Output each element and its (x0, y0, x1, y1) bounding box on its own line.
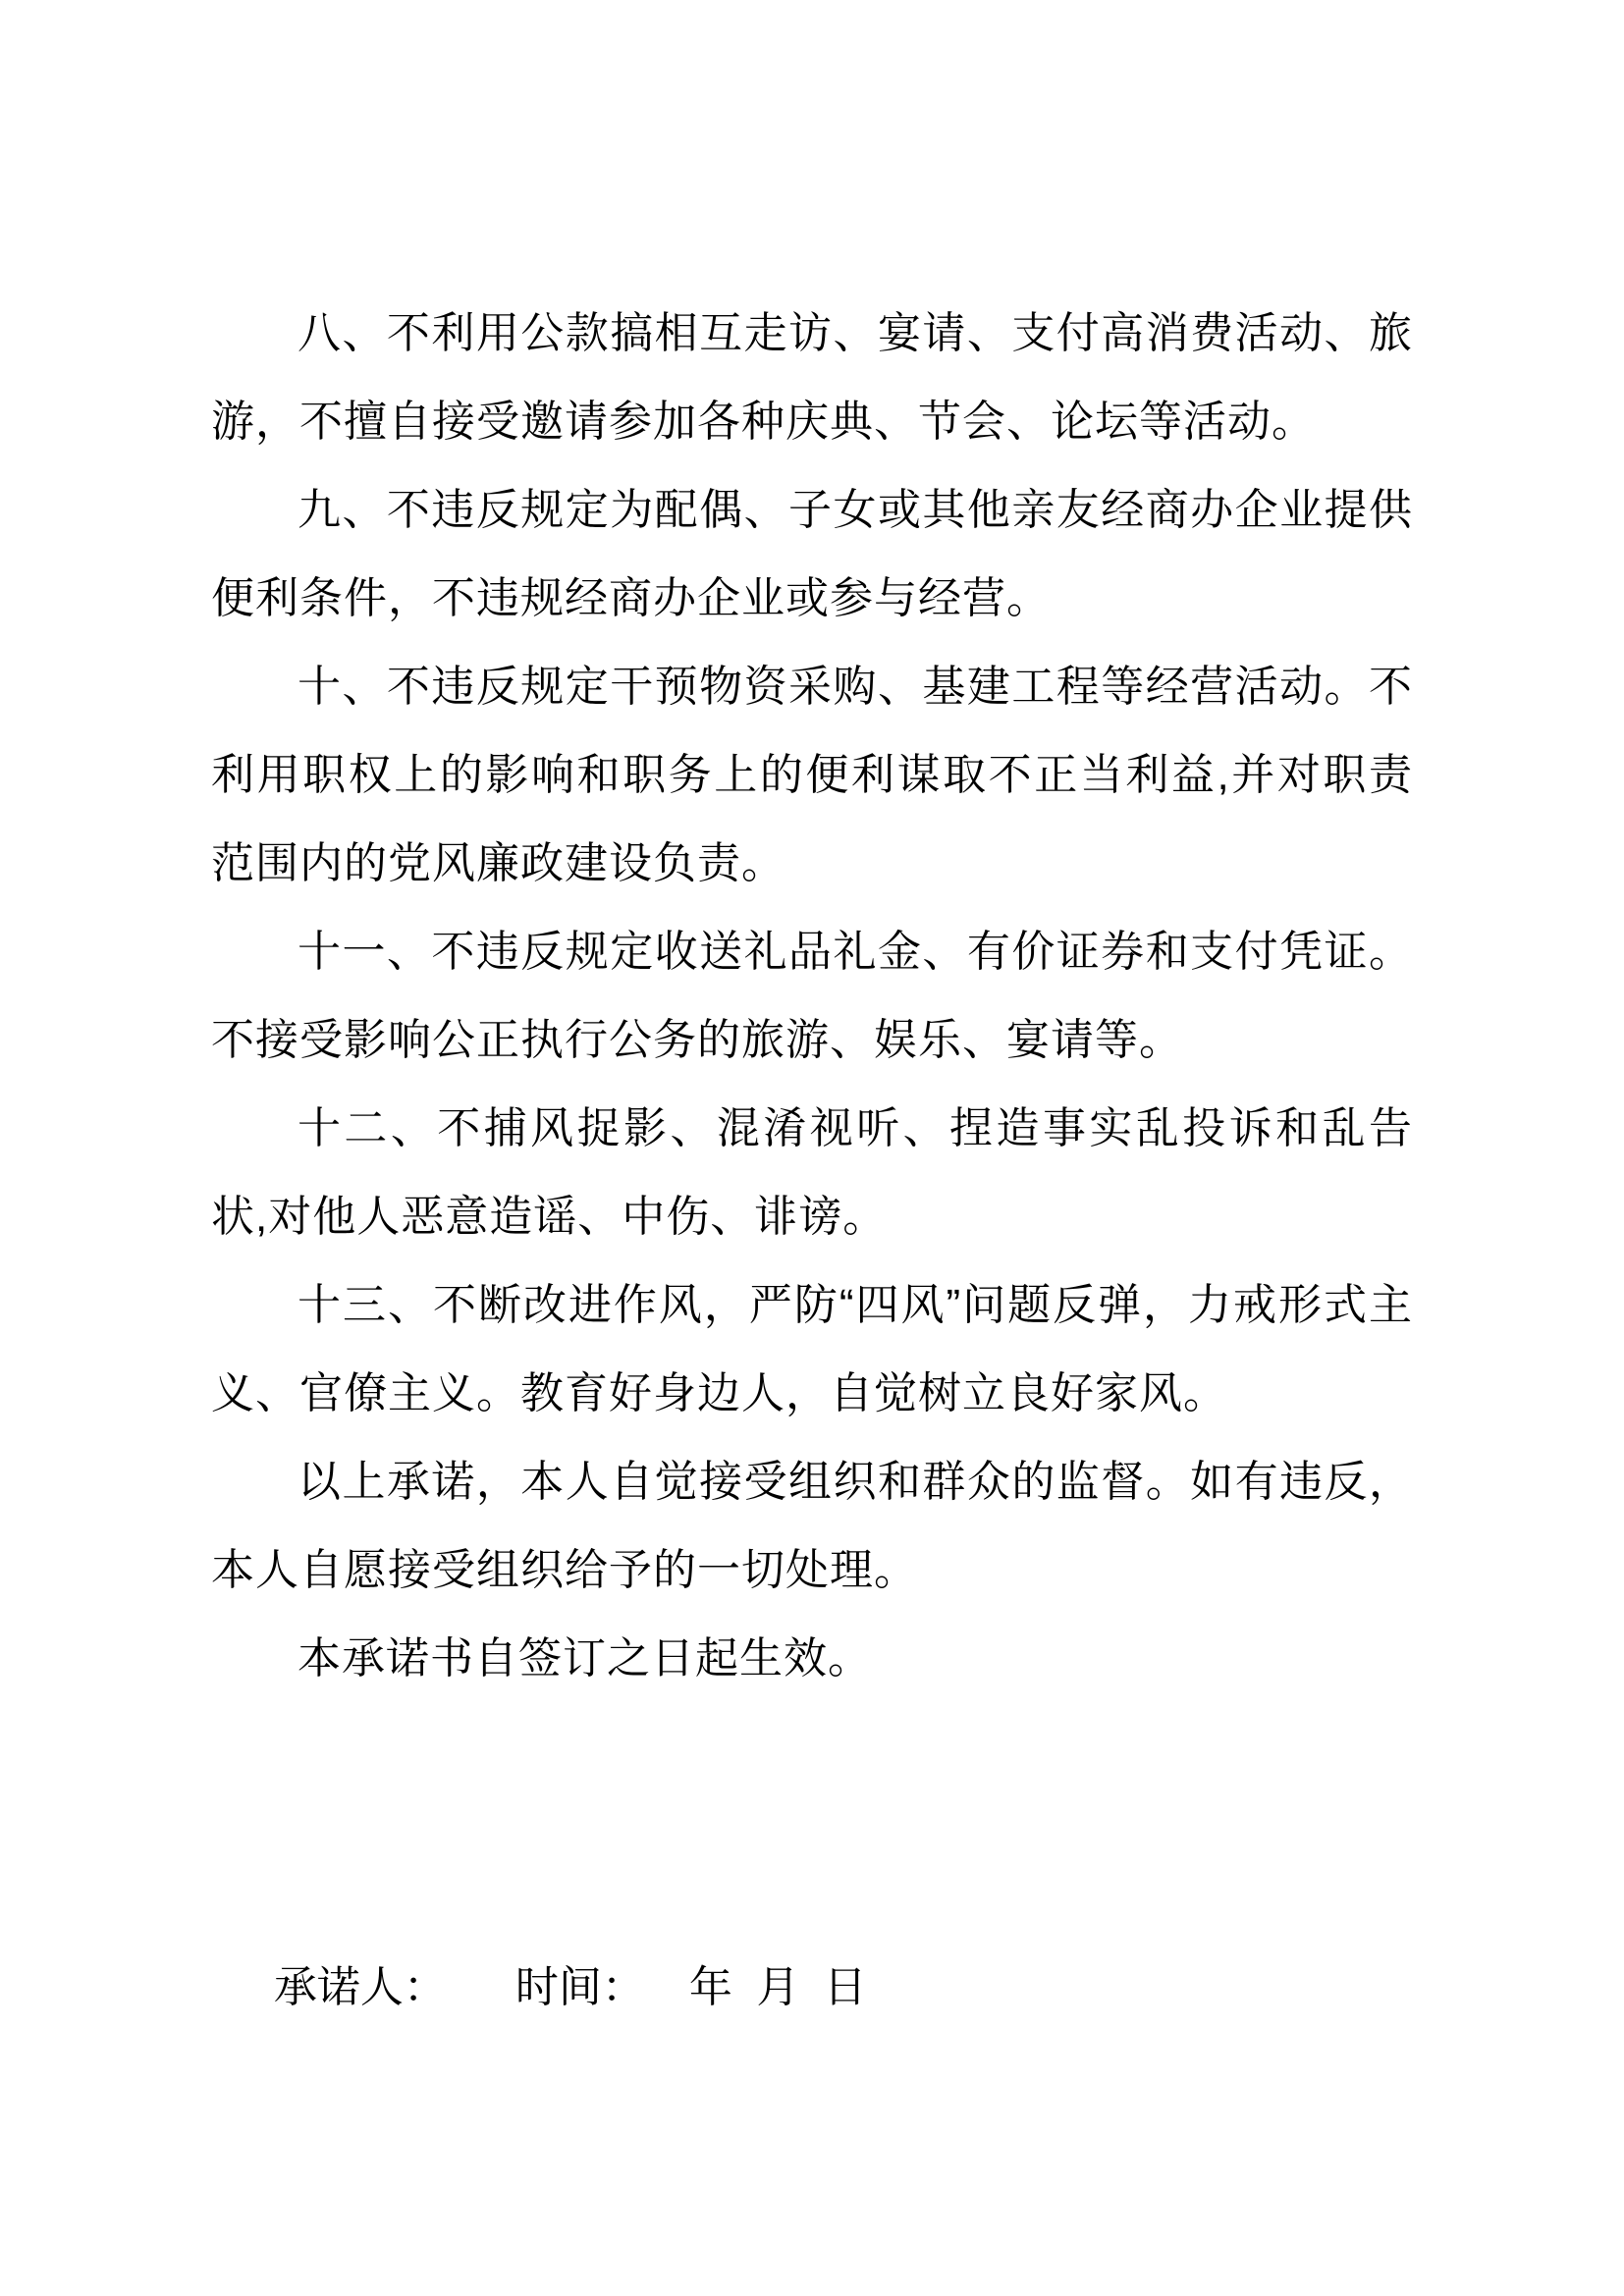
paragraph-item-9: 九、不违反规定为配偶、子女或其他亲友经商办企业提供便利条件，不违规经商办企业或参与经营。 (211, 486, 1413, 622)
time-label: 时间： (514, 1963, 645, 2011)
document-body (211, 290, 1413, 1703)
paragraph-item-13: 十三、不断改进作风，严防“四风”问题反弹，力戒形式主义、官僚主义。教育好身边人，自觉树立良好家风。 (211, 1281, 1413, 1417)
paragraph-item-10: 十、不违反规定干预物资采购、基建工程等经营活动。不利用职权上的影响和职务上的便利谋取不正当利益,并对职责范围内的党风廉政建设负责。 (211, 663, 1413, 887)
promiser-label: 承诺人： (273, 1963, 447, 2011)
paragraph-item-11: 十一、不违反规定收送礼品礼金、有价证券和支付凭证。不接受影响公正执行公务的旅游、娱乐、宴请等。 (211, 928, 1413, 1064)
paragraph-item-12: 十二、不捕风捉影、混淆视听、捏造事实乱投诉和乱告状,对他人恶意造谣、中伤、诽谤。 (211, 1104, 1413, 1241)
signature-line (211, 1855, 1413, 2120)
paragraph-effective-date: 本承诺书自签订之日起生效。 (298, 1634, 872, 1682)
paragraph-closing-supervision: 以上承诺，本人自觉接受组织和群众的监督。如有违反，本人自愿接受组织给予的一切处理。 (211, 1458, 1413, 1594)
paragraph-item-8: 八、不利用公款搞相互走访、宴请、支付高消费活动、旅游，不擅自接受邀请参加各种庆典、节会、论坛等活动。 (211, 309, 1413, 446)
date-placeholder: 年 月 日 (688, 1963, 867, 2011)
